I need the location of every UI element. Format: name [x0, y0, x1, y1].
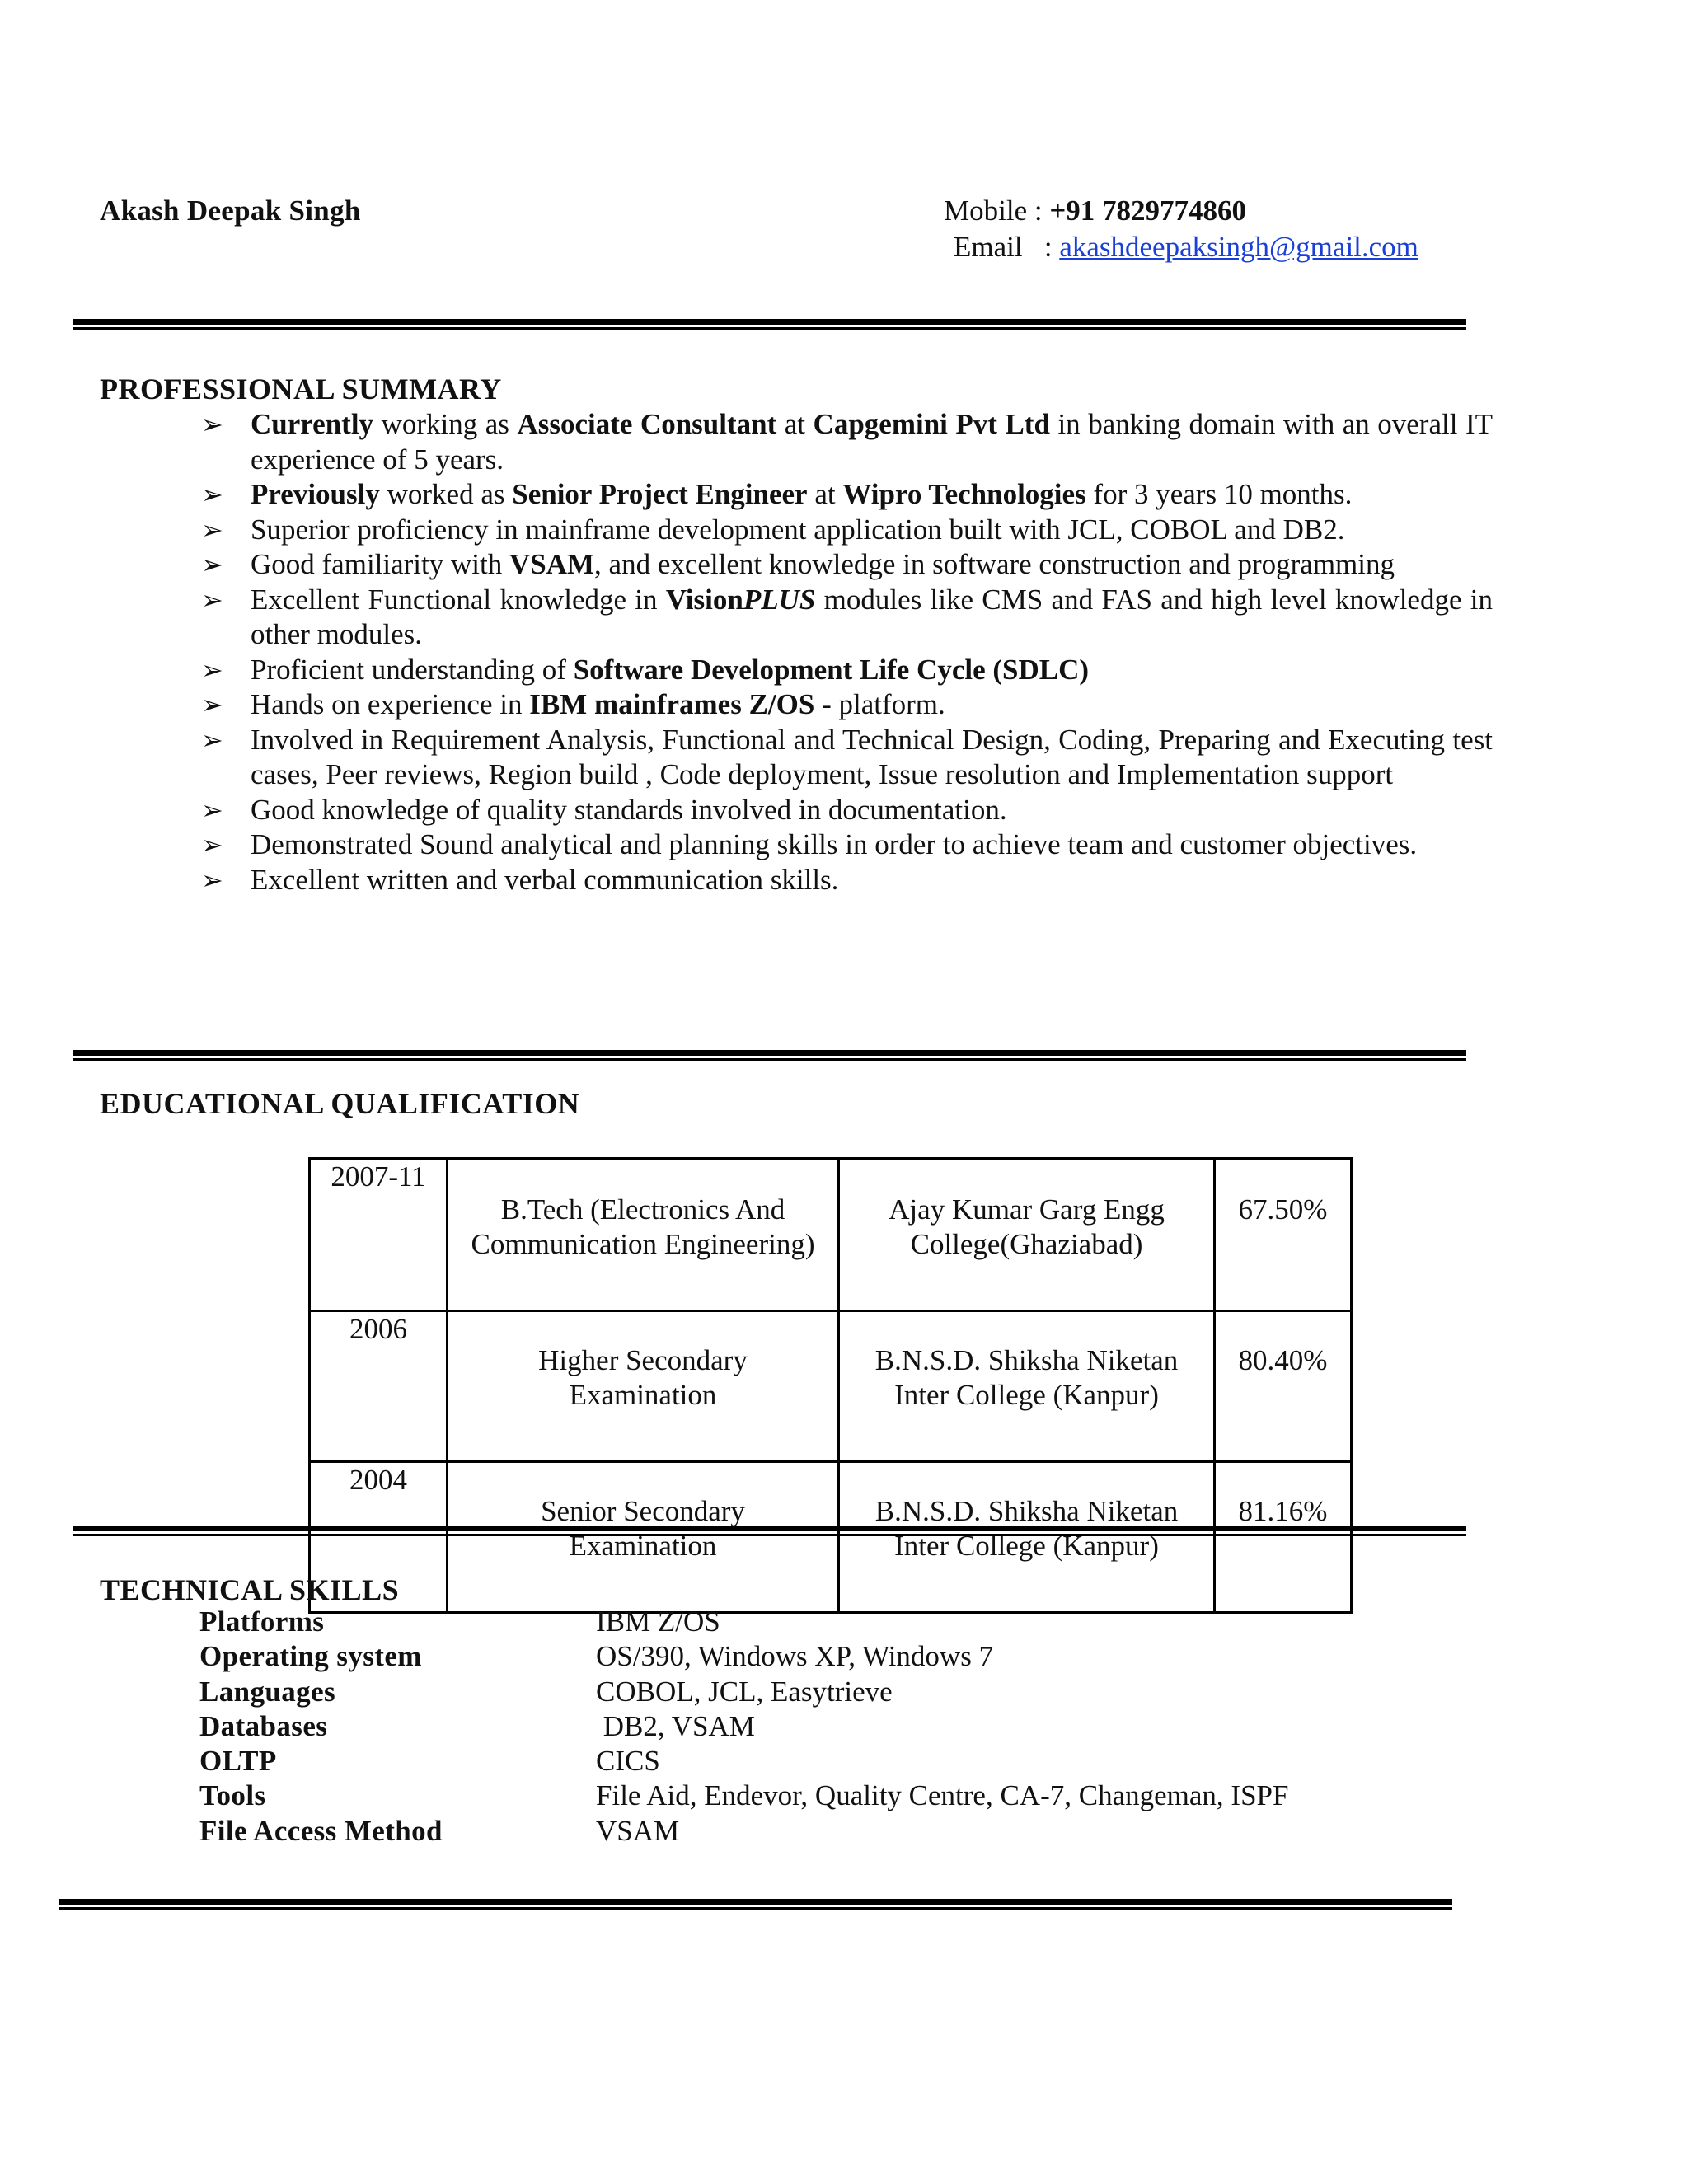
body-text: in banking domain with an overall IT experience of 5 years.: [251, 408, 1493, 476]
email-line: [954, 231, 1418, 264]
summary-item-text: [251, 653, 1493, 688]
skill-key: File Access Method: [199, 1814, 443, 1847]
summary-list: [201, 407, 1493, 898]
arrowhead-bullet-icon: ➢: [201, 584, 223, 615]
education-year: 2007-11: [310, 1159, 448, 1311]
arrowhead-bullet-icon: ➢: [201, 654, 223, 685]
divider-rule: [73, 319, 1466, 330]
arrowhead-bullet-icon: ➢: [201, 830, 223, 860]
divider-rule: [73, 1526, 1466, 1536]
body-text: Good familiarity with: [251, 548, 509, 580]
summary-item-text: [251, 827, 1493, 863]
summary-item: [201, 513, 1493, 548]
summary-item: [201, 827, 1493, 863]
summary-item-text: [251, 407, 1493, 477]
arrowhead-bullet-icon: ➢: [201, 480, 223, 509]
education-institute: B.N.S.D. Shiksha Niketan Inter College (Kanpur): [839, 1462, 1215, 1613]
education-year: 2004: [310, 1462, 448, 1613]
summary-item-text: [251, 513, 1493, 548]
skill-value: File Aid, Endevor, Quality Centre, CA-7, Changeman, ISPF: [596, 1779, 1289, 1812]
body-text: Proficient understanding of: [251, 653, 574, 686]
skill-value: COBOL, JCL, Easytrieve: [596, 1675, 893, 1708]
body-text: working as: [373, 408, 518, 440]
skill-value: OS/390, Windows XP, Windows 7: [596, 1640, 994, 1673]
body-text: for 3 years 10 months.: [1085, 478, 1353, 510]
summary-item-text: [251, 687, 1493, 723]
email-link[interactable]: akashdeepaksingh@gmail.com: [1059, 231, 1418, 263]
skill-key: Languages: [199, 1675, 336, 1708]
arrowhead-bullet-icon: ➢: [201, 550, 223, 579]
summary-item-text: [251, 477, 1493, 513]
emphasis-text: Currently: [251, 408, 374, 440]
skill-value: IBM Z/OS: [596, 1605, 720, 1638]
summary-item: [201, 687, 1493, 723]
education-score: 81.16%: [1215, 1462, 1352, 1613]
candidate-name: Akash Deepak Singh: [100, 194, 361, 227]
body-text: Hands on experience in: [251, 688, 530, 720]
body-text: , and excellent knowledge in software construction and programming: [594, 548, 1395, 580]
education-score: 67.50%: [1215, 1159, 1352, 1311]
body-text: Involved in Requirement Analysis, Functional and Technical Design, Coding, Preparing and Executing test cases, Peer reviews, Region build , Code deployment, Issue resolution and Implementation support: [251, 723, 1493, 790]
skill-value: DB2, VSAM: [596, 1709, 755, 1742]
skill-key: Operating system: [199, 1640, 422, 1673]
body-text: worked as: [379, 478, 513, 510]
body-text: Demonstrated Sound analytical and planning skills in order to achieve team and customer objectives.: [251, 828, 1418, 860]
skill-key: Platforms: [199, 1605, 325, 1638]
summary-item: [201, 583, 1493, 653]
summary-item: [201, 863, 1493, 898]
education-institute: B.N.S.D. Shiksha Niketan Inter College (Kanpur): [839, 1311, 1215, 1462]
skill-key: Databases: [199, 1709, 328, 1742]
emphasis-text: Previously: [251, 478, 380, 510]
mobile-label: Mobile :: [944, 194, 1043, 227]
summary-item-text: [251, 793, 1493, 828]
education-title: EDUCATIONAL QUALIFICATION: [100, 1087, 580, 1120]
education-row: [310, 1462, 1352, 1613]
summary-title: PROFESSIONAL SUMMARY: [100, 373, 502, 405]
summary-item: [201, 653, 1493, 688]
skill-value: VSAM: [596, 1814, 680, 1847]
emphasis-text: IBM mainframes Z/OS: [529, 688, 815, 720]
body-text: Superior proficiency in mainframe development application built with JCL, COBOL and DB2.: [251, 513, 1345, 546]
summary-item: [201, 477, 1493, 513]
arrowhead-bullet-icon: ➢: [201, 514, 223, 545]
education-row: [310, 1159, 1352, 1311]
body-text: at: [807, 478, 843, 510]
emphasis-text: Vision: [665, 583, 743, 616]
education-table: [308, 1157, 1353, 1614]
education-degree: Senior Secondary Examination: [448, 1462, 839, 1613]
body-text: modules like CMS and FAS and high level knowledge in other modules.: [251, 583, 1493, 650]
body-text: at: [776, 408, 814, 440]
summary-item-text: [251, 583, 1493, 653]
skill-key: OLTP: [199, 1745, 277, 1778]
emphasis-text: PLUS: [743, 583, 816, 616]
education-degree: B.Tech (Electronics And Communication Engineering): [448, 1159, 839, 1311]
mobile-number: +91 7829774860: [1049, 194, 1247, 227]
divider-rule: [73, 1050, 1466, 1061]
summary-item-text: [251, 863, 1493, 898]
divider-rule: [59, 1899, 1452, 1910]
body-text: - platform.: [814, 688, 945, 720]
skill-value: CICS: [596, 1745, 660, 1778]
skill-key: Tools: [199, 1779, 266, 1812]
summary-item-text: [251, 723, 1493, 793]
body-text: Excellent written and verbal communication skills.: [251, 863, 839, 896]
arrowhead-bullet-icon: ➢: [201, 865, 223, 895]
education-score: 80.40%: [1215, 1311, 1352, 1462]
emphasis-text: VSAM: [509, 548, 595, 580]
summary-item: [201, 547, 1493, 583]
email-label: Email :: [954, 231, 1053, 263]
emphasis-text: Capgemini Pvt Ltd: [813, 408, 1050, 440]
arrowhead-bullet-icon: ➢: [201, 410, 223, 439]
summary-item: [201, 793, 1493, 828]
emphasis-text: Associate Consultant: [517, 408, 777, 440]
education-degree: Higher Secondary Examination: [448, 1311, 839, 1462]
summary-item: [201, 723, 1493, 793]
education-institute: Ajay Kumar Garg Engg College(Ghaziabad): [839, 1159, 1215, 1311]
mobile-line: [944, 194, 1246, 227]
emphasis-text: Software Development Life Cycle (SDLC): [573, 653, 1090, 686]
skills-title: TECHNICAL SKILLS: [100, 1573, 400, 1606]
education-year: 2006: [310, 1311, 448, 1462]
arrowhead-bullet-icon: ➢: [201, 690, 223, 719]
body-text: Good knowledge of quality standards involved in documentation.: [251, 793, 1007, 826]
emphasis-text: Wipro Technologies: [842, 478, 1086, 510]
body-text: Excellent Functional knowledge in: [251, 583, 666, 616]
summary-item-text: [251, 547, 1493, 583]
arrowhead-bullet-icon: ➢: [201, 724, 223, 755]
emphasis-text: Senior Project Engineer: [512, 478, 808, 510]
summary-item: [201, 407, 1493, 477]
arrowhead-bullet-icon: ➢: [201, 794, 223, 825]
education-row: [310, 1311, 1352, 1462]
